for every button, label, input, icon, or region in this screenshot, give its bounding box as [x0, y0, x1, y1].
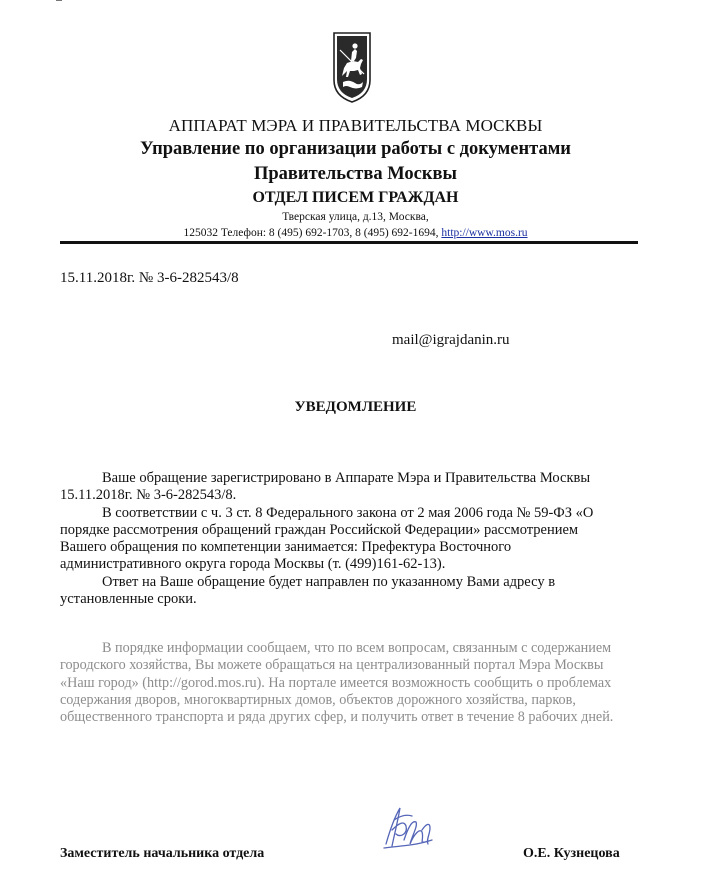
website-link[interactable]: http://www.mos.ru	[441, 227, 528, 239]
division-name: ОТДЕЛ ПИСЕМ ГРАЖДАН	[252, 189, 459, 206]
notice-body	[60, 470, 620, 608]
contact-line	[0, 227, 711, 239]
recipient-email: mail@igrajdanin.ru	[392, 332, 510, 348]
corner-mark	[56, 0, 62, 1]
body-paragraph: Ответ на Ваше обращение будет направлен по указанному Вами адресу в установленные сроки.	[60, 573, 556, 608]
signatory-role: Заместитель начальника отдела	[60, 846, 265, 861]
address-line: Тверская улица, д.13, Москва,	[282, 211, 429, 223]
info-paragraph: В порядке информации сообщаем, что по всем вопросам, связанным с содержанием городского хозяйства, Вы можете обращаться на централизованный портал Мэра Москвы «Наш город» (http://gorod.mos.ru). На портале имеется возможность сообщить о проблемах содержания дворов, многоквартирных домов, объектов дорожного хозяйства, парков, общественного транспорта и ряда других сфер, и получить ответ в течение 8 рабочих дней.	[60, 640, 614, 726]
moscow-coat-of-arms-icon	[331, 30, 373, 104]
header-divider	[60, 241, 638, 244]
body-paragraph: Ваше обращение зарегистрировано в Аппарате Мэра и Правительства Москвы 15.11.2018г. № 3-6-282543/8.	[60, 470, 591, 504]
org-name: АППАРАТ МЭРА И ПРАВИТЕЛЬСТВА МОСКВЫ	[168, 116, 543, 135]
department-name-line1: Управление по организации работы с документами	[140, 139, 571, 159]
department-name-line2: Правительства Москвы	[254, 164, 457, 184]
registration-number: 15.11.2018г. № 3-6-282543/8	[60, 270, 239, 286]
signatory-name: О.Е. Кузнецова	[523, 846, 620, 861]
info-block	[60, 640, 635, 726]
handwritten-signature	[378, 800, 438, 852]
phone-text: 125032 Телефон: 8 (495) 692-1703, 8 (495) 692-1694,	[183, 227, 439, 239]
document-title: УВЕДОМЛЕНИЕ	[294, 399, 417, 415]
body-paragraph: В соответствии с ч. 3 ст. 8 Федерального закона от 2 мая 2006 года № 59-ФЗ «О порядке рассмотрения обращений граждан Российской Федерации» рассмотрением Вашего обращения по компетенции занимается: Префектура Восточного административного округа города Москвы (т. (499)161-62-13).	[60, 504, 594, 573]
